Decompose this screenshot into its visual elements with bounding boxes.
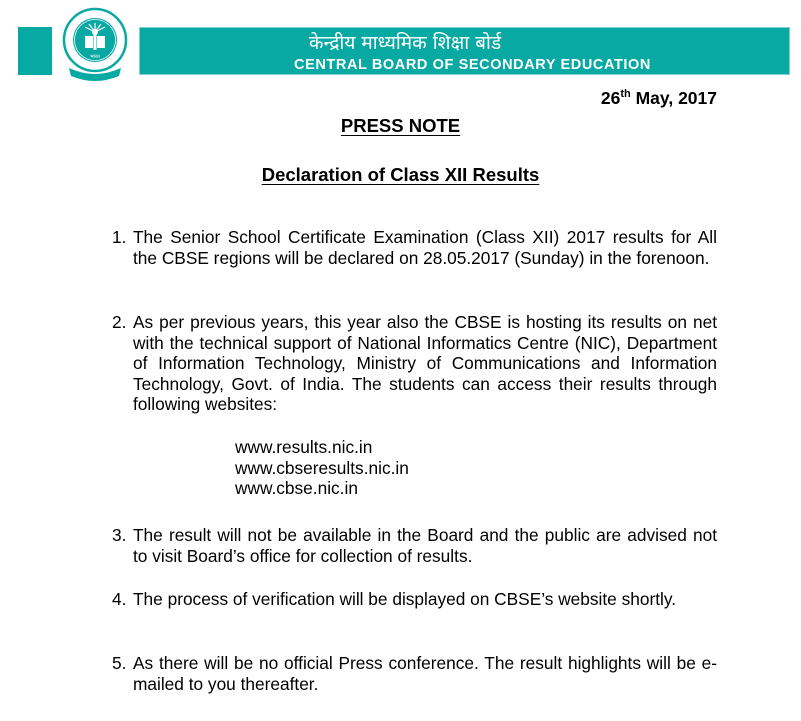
list-item-text: The Senior School Certificate Examination (Class XII) 2017 results for All the CBSE regions will be declared on 28.05.2017 (Sunday) in the forenoon. [133, 227, 717, 268]
list-item-number: 5. [112, 653, 127, 673]
list-item-number: 4. [112, 589, 127, 609]
date-day: 26 [600, 88, 621, 108]
list-item [112, 227, 717, 268]
list-item-text: The process of verification will be displayed on CBSE’s website shortly. [133, 589, 677, 609]
cbse-emblem-icon [61, 6, 129, 84]
header-english-title: CENTRAL BOARD OF SECONDARY EDUCATION [294, 57, 651, 73]
website-link[interactable]: www.cbse.nic.in [235, 478, 358, 499]
list-item [112, 312, 717, 415]
list-item-number: 3. [112, 525, 127, 545]
list-item [112, 525, 717, 566]
header-hindi-title: केन्द्रीय माध्यमिक शिक्षा बोर्ड [308, 32, 502, 54]
press-note-date [601, 88, 717, 109]
list-item [112, 653, 717, 694]
emblem-text: भारत [90, 54, 100, 60]
list-item [112, 589, 717, 610]
list-item-text: As there will be no official Press conference. The result highlights will be e-mailed to you thereafter. [133, 653, 717, 694]
website-link[interactable]: www.results.nic.in [235, 437, 373, 457]
website-link[interactable]: www.cbseresults.nic.in [235, 457, 409, 478]
date-rest: May, 2017 [630, 88, 717, 108]
list-item-text: The result will not be available in the Board and the public are advised not to visit Board’s office for collection of results. [133, 525, 717, 566]
page-subtitle: Declaration of Class XII Results [261, 164, 540, 185]
list-item-number: 1. [112, 227, 127, 247]
header-left-block [18, 27, 52, 75]
header-banner [139, 27, 790, 75]
website-list [235, 437, 409, 499]
page-title: PRESS NOTE [340, 115, 461, 136]
list-item-number: 2. [112, 312, 127, 332]
list-item-text: As per previous years, this year also the CBSE is hosting its results on net with the technical support of National Informatics Centre (NIC), Department of Information Technology, Ministry of Communications and Information Technology, Govt. of India. The students can access their results through following websites: [133, 312, 717, 415]
date-suffix: th [620, 88, 631, 100]
